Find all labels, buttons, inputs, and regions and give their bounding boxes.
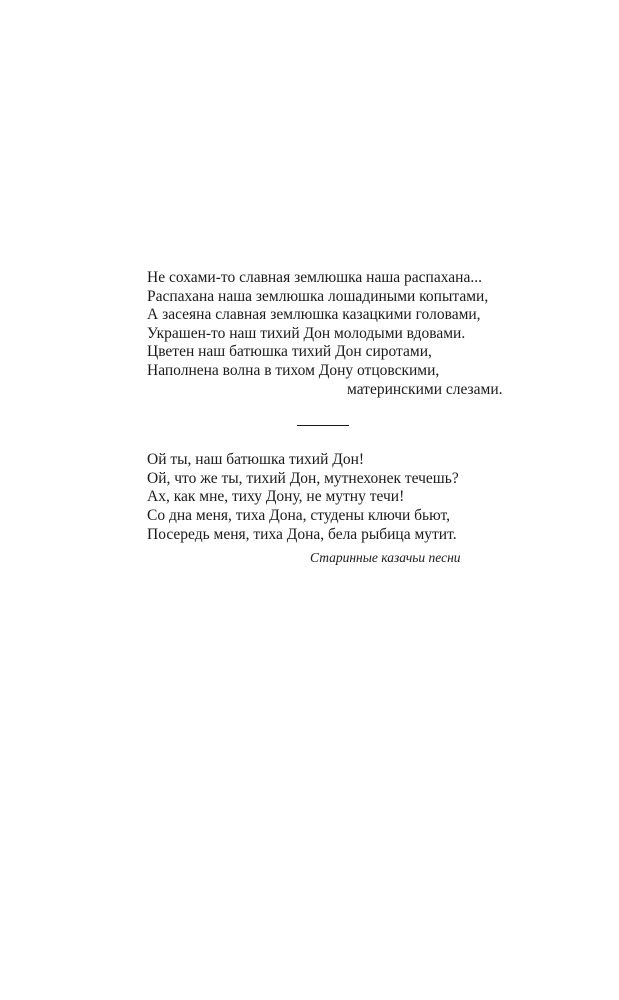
section-divider <box>297 425 349 426</box>
verse-line: Ой, что же ты, тихий Дон, мутнехонек течешь? <box>147 469 459 487</box>
verse-line: Ах, как мне, тиху Дону, не мутну течи! <box>147 488 405 506</box>
epigraph <box>147 269 527 566</box>
verse-line: Наполнена волна в тихом Дону отцовскими, <box>147 361 440 379</box>
verse-line: Ой ты, наш батюшка тихий Дон! <box>147 451 365 469</box>
verse-line: Со дна меня, тиха Дона, студены ключи бьют, <box>147 506 450 524</box>
verse-line: Цветен наш батюшка тихий Дон сиротами, <box>147 343 432 361</box>
stanza-second <box>147 451 527 544</box>
epigraph-attribution: Старинные казачьи песни <box>310 550 461 566</box>
stanza-first <box>147 269 527 399</box>
verse-line: Распахана наша землюшка лошадиными копытами, <box>147 287 489 305</box>
verse-line: Украшен-то наш тихий Дон молодыми вдовами. <box>147 324 466 342</box>
verse-line: Не сохами-то славная землюшка наша распахана... <box>147 269 482 286</box>
verse-line: А засеяна славная землюшка казацкими головами, <box>147 306 481 324</box>
verse-line-continuation: материнскими слезами. <box>347 380 503 398</box>
verse-line: Посередь меня, тиха Дона, бела рыбица мутит. <box>147 525 457 543</box>
